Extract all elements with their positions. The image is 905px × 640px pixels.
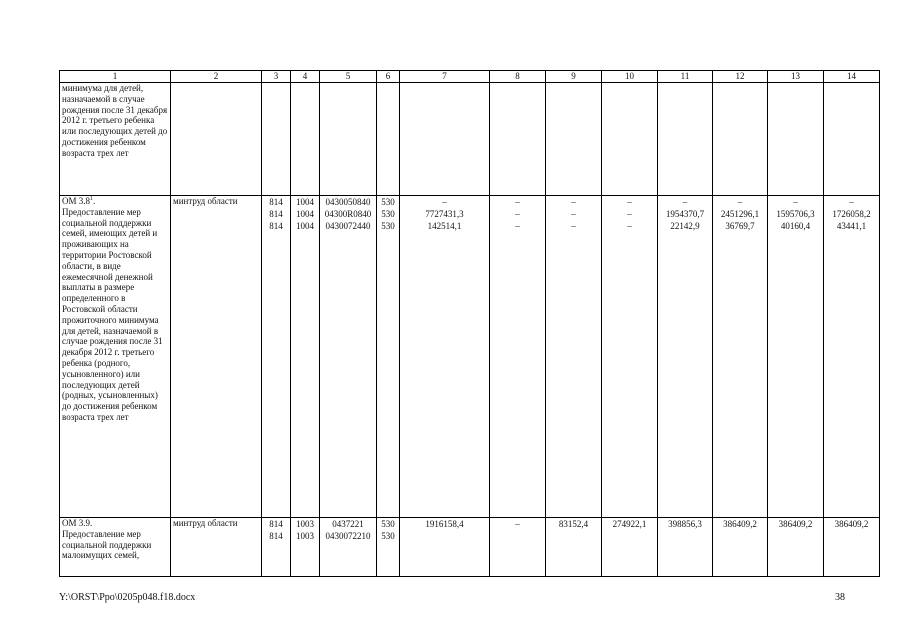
cell-year-value: –	[515, 209, 520, 219]
column-number-row	[60, 71, 880, 83]
col-header-2: 2	[171, 71, 262, 83]
cell-year-value: 2451296,1	[720, 209, 760, 219]
cell-vr: 530	[381, 221, 395, 231]
cell-year-value: 1595706,3	[776, 209, 815, 219]
col-header-13: 13	[768, 71, 824, 83]
cell-rzpr: 1003	[296, 519, 314, 529]
cell-grbs: 814	[269, 221, 283, 231]
cell-csr: 0430072440	[325, 221, 371, 231]
cell-year-value: 36769,7	[725, 221, 755, 231]
cell-year-value: –	[515, 221, 520, 231]
cell-year-value: –	[849, 197, 854, 207]
cell-grbs: 814	[269, 197, 283, 207]
cell-year-value: –	[571, 197, 576, 207]
cell-csr: 0430072210	[325, 531, 371, 541]
table-row	[60, 518, 880, 577]
cell-year-value: 1726058,2	[832, 209, 871, 219]
cell-total: 1916158,4	[425, 519, 464, 529]
cell-year-value: –	[515, 197, 520, 207]
cell-year-value: 43441,1	[836, 221, 867, 231]
cell-year-value: –	[571, 209, 576, 219]
cell-rzpr: 1004	[296, 209, 314, 219]
cell-total: 7727431,3	[425, 209, 464, 219]
cell-year-value: 386409,2	[778, 519, 813, 529]
cell-csr: 04300R0840	[324, 209, 372, 219]
cell-grbs: 814	[269, 519, 283, 529]
cell-csr: 0430050840	[325, 197, 371, 207]
cell-year-value: –	[682, 197, 688, 207]
measure-description: Предоставление мер социальной поддержки малоимущих семей,	[62, 528, 152, 561]
measure-title: ОМ 3.9.	[62, 518, 93, 528]
cell-year-value: –	[571, 221, 576, 231]
cell-grbs: 814	[269, 209, 283, 219]
cell-year-value: –	[627, 221, 632, 231]
cell-vr: 530	[381, 519, 395, 529]
cell-rzpr: 1003	[296, 531, 314, 541]
cell-year-value: –	[627, 197, 632, 207]
page-number: 38	[835, 592, 845, 603]
cell-year-value: 40160,4	[780, 221, 811, 231]
cell-year-value: 1954370,7	[665, 209, 705, 219]
document-path: Y:\ORST\Ppo\0205p048.f18.docx	[59, 592, 196, 603]
cell-total: 142514,1	[427, 221, 462, 231]
col-header-8: 8	[490, 71, 546, 83]
measure-cell	[60, 196, 171, 518]
col-header-9: 9	[546, 71, 602, 83]
executor-cell: минтруд области	[171, 196, 262, 518]
cell-vr: 530	[381, 209, 395, 219]
table-row	[60, 83, 880, 196]
table-row	[60, 196, 880, 518]
measure-description: Предоставление мер социальной поддержки семей, имеющих детей и проживающих на территории Ростовской области, в виде ежемесячной денежной выплаты в размере определенного в Ростовской области прожиточного минимума для детей, назначаемой в случае рождения после 31 декабря 2012 г. третьего ребенка (родного, усыновленного) или последующих детей (родных, усыновленных) до достижения ребенком возраста трех лет	[62, 206, 163, 422]
cell-year-value: 274922,1	[612, 519, 647, 529]
col-header-14: 14	[824, 71, 880, 83]
cell-year-value: –	[793, 197, 798, 207]
cell-grbs: 814	[269, 531, 283, 541]
measure-title: ОМ $3.8^1$.	[62, 196, 96, 206]
col-header-6: 6	[377, 71, 400, 83]
cell-year-value: 22142,9	[670, 221, 700, 231]
cell-vr: 530	[381, 197, 395, 207]
cell-rzpr: 1004	[296, 221, 314, 231]
cell-year-value: 386409,2	[723, 519, 757, 529]
col-header-4: 4	[291, 71, 320, 83]
cell-year-value: –	[515, 519, 520, 529]
col-header-3: 3	[262, 71, 291, 83]
cell-year-value: 83152,4	[558, 519, 589, 529]
cell-vr: 530	[381, 531, 395, 541]
cell-year-value: 386409,2	[834, 519, 869, 529]
cell-year-value: 398856,3	[668, 519, 702, 529]
cell-year-value: –	[737, 197, 743, 207]
col-header-12: 12	[713, 71, 768, 83]
budget-table	[59, 70, 880, 577]
cell-rzpr: 1004	[296, 197, 314, 207]
cell-csr: 0437221	[332, 519, 364, 529]
col-header-5: 5	[320, 71, 377, 83]
col-header-11: 11	[658, 71, 713, 83]
cell-year-value: –	[627, 209, 632, 219]
cell-total: –	[442, 197, 447, 207]
executor-cell: минтруд области	[171, 518, 262, 577]
col-header-10: 10	[602, 71, 658, 83]
continued-description: минимума для детей, назначаемой в случае рождения после 31 декабря 2012 г. третьего ребенка или последующих детей до достижения ребенком возраста трех лет	[60, 83, 171, 196]
col-header-7: 7	[400, 71, 490, 83]
measure-cell	[60, 518, 171, 577]
col-header-1: 1	[60, 71, 171, 83]
